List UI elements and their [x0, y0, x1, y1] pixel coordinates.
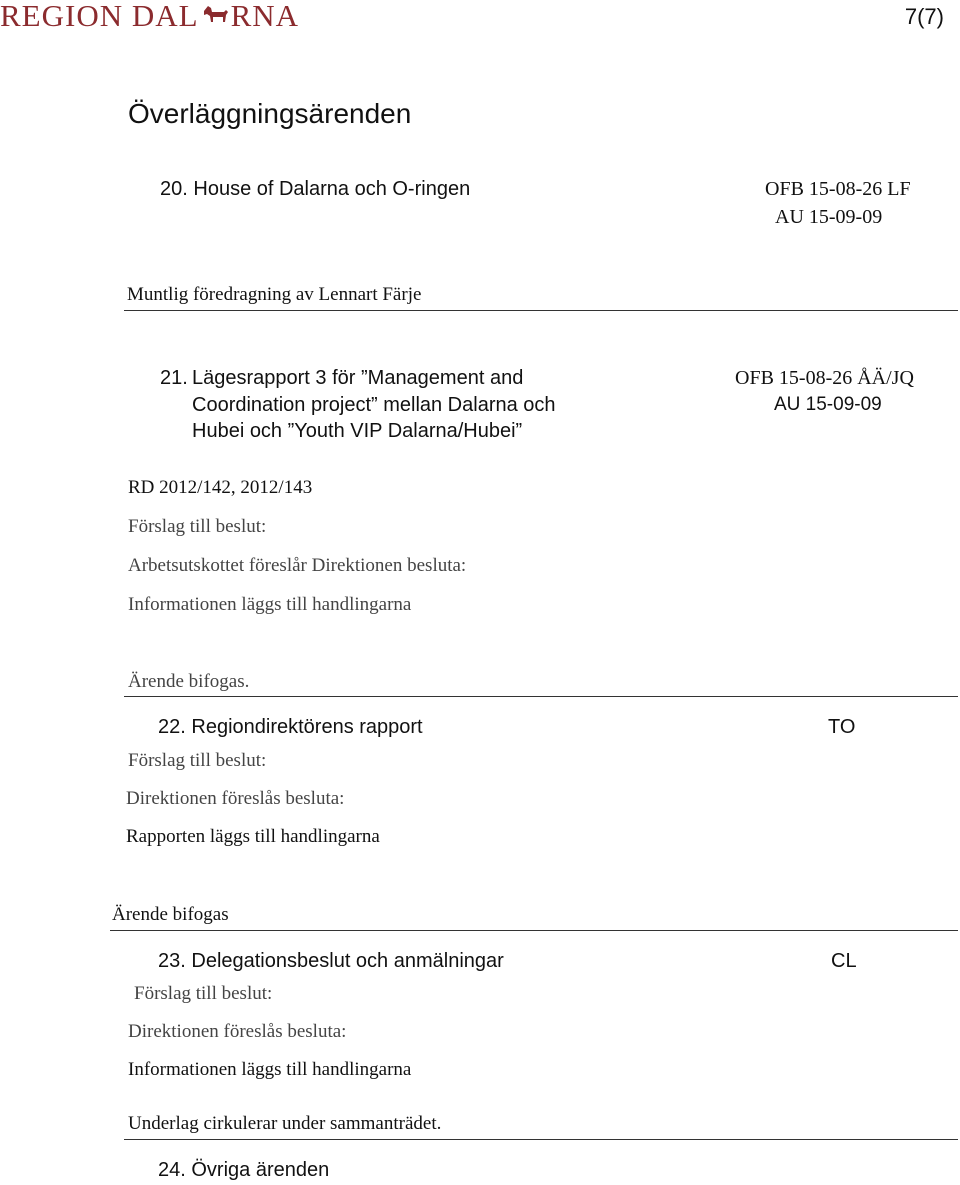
item-23-proposal-intro: Direktionen föreslås besluta:	[128, 1021, 347, 1042]
item-22-decision: Rapporten läggs till handlingarna	[126, 826, 380, 847]
item-22-attached: Ärende bifogas	[112, 904, 229, 925]
page-number: 7(7)	[904, 4, 944, 29]
item-21-number: 21.	[160, 367, 188, 389]
dala-horse-icon	[200, 2, 230, 30]
item-21-proposal-intro: Arbetsutskottet föreslår Direktionen besluta:	[128, 555, 467, 576]
item-22-proposal-intro: Direktionen föreslås besluta:	[126, 788, 345, 809]
item-21-title-line-2: Coordination project” mellan Dalarna och	[192, 394, 556, 416]
section-title: Överläggningsärenden	[128, 98, 412, 129]
item-20-note: Muntlig föredragning av Lennart Färje	[127, 284, 422, 305]
item-22-proposal-label: Förslag till beslut:	[128, 750, 267, 771]
item-21-dnr: RD 2012/142, 2012/143	[128, 477, 313, 498]
item-23-proposal-label: Förslag till beslut:	[134, 983, 273, 1004]
item-23-title	[158, 950, 504, 973]
item-title-text: Övriga ärenden	[191, 1159, 330, 1181]
divider	[124, 310, 958, 311]
logo-text-right: RNA	[230, 0, 300, 33]
item-number: 22.	[158, 716, 186, 738]
item-22-ref: TO	[828, 716, 856, 738]
item-title-text: Delegationsbeslut och anmälningar	[191, 950, 504, 972]
item-23-ref: CL	[831, 950, 857, 972]
item-21-proposal-label: Förslag till beslut:	[128, 516, 267, 537]
divider	[110, 930, 958, 931]
item-20-ref-1: OFB 15-08-26 LF	[765, 178, 911, 200]
item-title-text: Regiondirektörens rapport	[191, 716, 423, 738]
item-21-attached: Ärende bifogas.	[128, 671, 250, 692]
item-23-note: Underlag cirkulerar under sammanträdet.	[128, 1113, 442, 1134]
item-21-decision: Informationen läggs till handlingarna	[128, 594, 412, 615]
item-number: 24.	[158, 1159, 186, 1181]
item-22-title	[158, 716, 423, 739]
item-20-ref-2: AU 15-09-09	[775, 206, 883, 228]
region-dalarna-logo	[0, 0, 299, 34]
item-title-text: House of Dalarna och O-ringen	[193, 178, 471, 200]
item-21-title-line-1: Lägesrapport 3 för ”Management and	[192, 367, 524, 389]
item-23-decision: Informationen läggs till handlingarna	[128, 1059, 412, 1080]
divider	[124, 696, 958, 697]
item-21-title-line-3: Hubei och ”Youth VIP Dalarna/Hubei”	[192, 420, 523, 442]
item-21-ref-1: OFB 15-08-26 ÅÄ/JQ	[735, 367, 914, 389]
logo-text-left: REGION DAL	[0, 0, 199, 33]
divider	[124, 1139, 958, 1140]
item-number: 23.	[158, 950, 186, 972]
item-24-title	[158, 1159, 329, 1182]
item-number: 20.	[160, 178, 188, 200]
item-21-ref-2: AU 15-09-09	[774, 394, 882, 415]
item-20-title	[160, 178, 470, 201]
